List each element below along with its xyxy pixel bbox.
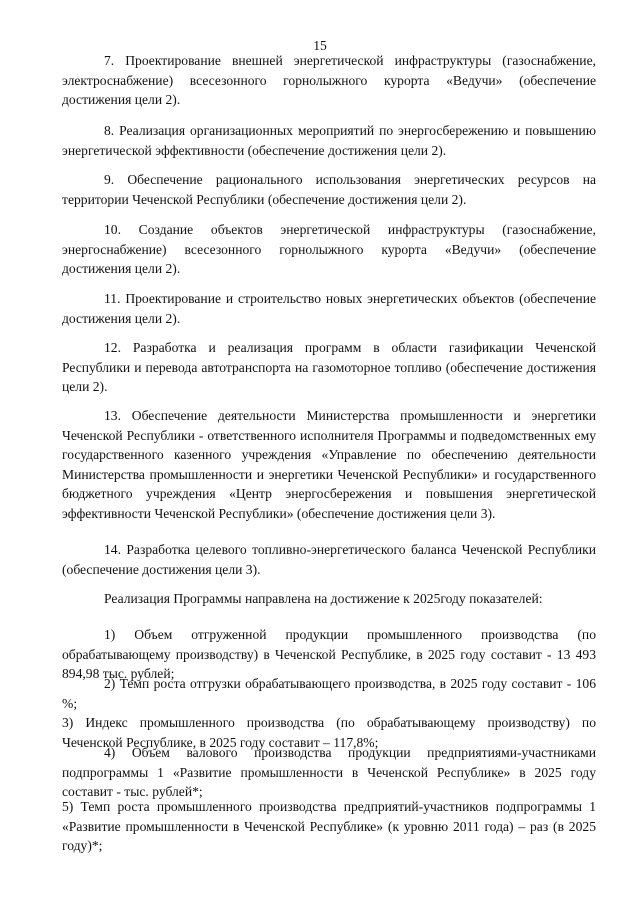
- list-item-9: 9. Обеспечение рационального использования энергетических ресурсов на территории Чеченской Республики (обеспечение достижения цели 2).: [62, 172, 596, 207]
- list-item-8: 8. Реализация организационных мероприятий по энергосбережению и повышению энергетической эффективности (обеспечение достижения цели 2).: [62, 123, 596, 158]
- indicator-5: 5) Темп роста промышленного производства предприятий-участников подпрограммы 1 «Развитие промышленности в Чеченской Республике» (к уровню 2011 года) – раз (в 2025 году)*;: [62, 799, 596, 853]
- list-item-12: 12. Разработка и реализация программ в области газификации Чеченской Республики и перевода автотранспорта на газомоторное топливо (обеспечение достижения цели 2).: [62, 340, 596, 394]
- page-number: 15: [313, 38, 327, 53]
- list-item-11: 11. Проектирование и строительство новых энергетических объектов (обеспечение достижения цели 2).: [62, 291, 596, 326]
- list-item-13: 13. Обеспечение деятельности Министерства промышленности и энергетики Чеченской Республики - ответственного исполнителя Программы и подведомственных ему государственного казенного учреждения «Управление по обеспечению деятельности Министерства промышленности и энергетики Чеченской Республики» и государственного бюджетного учреждения «Центр энергосбережения и повышения энергетической эффективности Чеченской Республики» (обеспечение достижения цели 3).: [62, 408, 596, 521]
- list-item-14: 14. Разработка целевого топливно-энергетического баланса Чеченской Республики (обеспечение достижения цели 3).: [62, 542, 596, 577]
- list-item-10: 10. Создание объектов энергетической инфраструктуры (газоснабжение, энергоснабжение) всесезонного горнолыжного курорта «Ведучи» (обеспечение достижения цели 2).: [62, 222, 596, 276]
- list-item-7: 7. Проектирование внешней энергетической инфраструктуры (газоснабжение, электроснабжение) всесезонного горнолыжного курорта «Ведучи» (обеспечение достижения цели 2).: [62, 53, 596, 107]
- indicator-1: 1) Объем отгруженной продукции промышленного производства (по обрабатывающему производству) в Чеченской Республике, в 2025 году составит - 13 493 894,98 тыс. рублей;: [62, 627, 596, 681]
- indicators-intro: Реализация Программы направлена на достижение к 2025году показателей:: [104, 591, 543, 606]
- indicator-4: 4) Объем валового производства продукции предприятиями-участниками подпрограммы 1 «Развитие промышленности в Чеченской Республике» в 2025 году составит - тыс. рублей*;: [62, 745, 596, 799]
- indicator-3: 3) Индекс промышленного производства (по обрабатывающему производству) по Чеченской Республике, в 2025 году составит – 117,8%;: [62, 715, 596, 750]
- indicator-2: 2) Темп роста отгрузки обрабатывающего производства, в 2025 году составит - 106 %;: [62, 676, 596, 711]
